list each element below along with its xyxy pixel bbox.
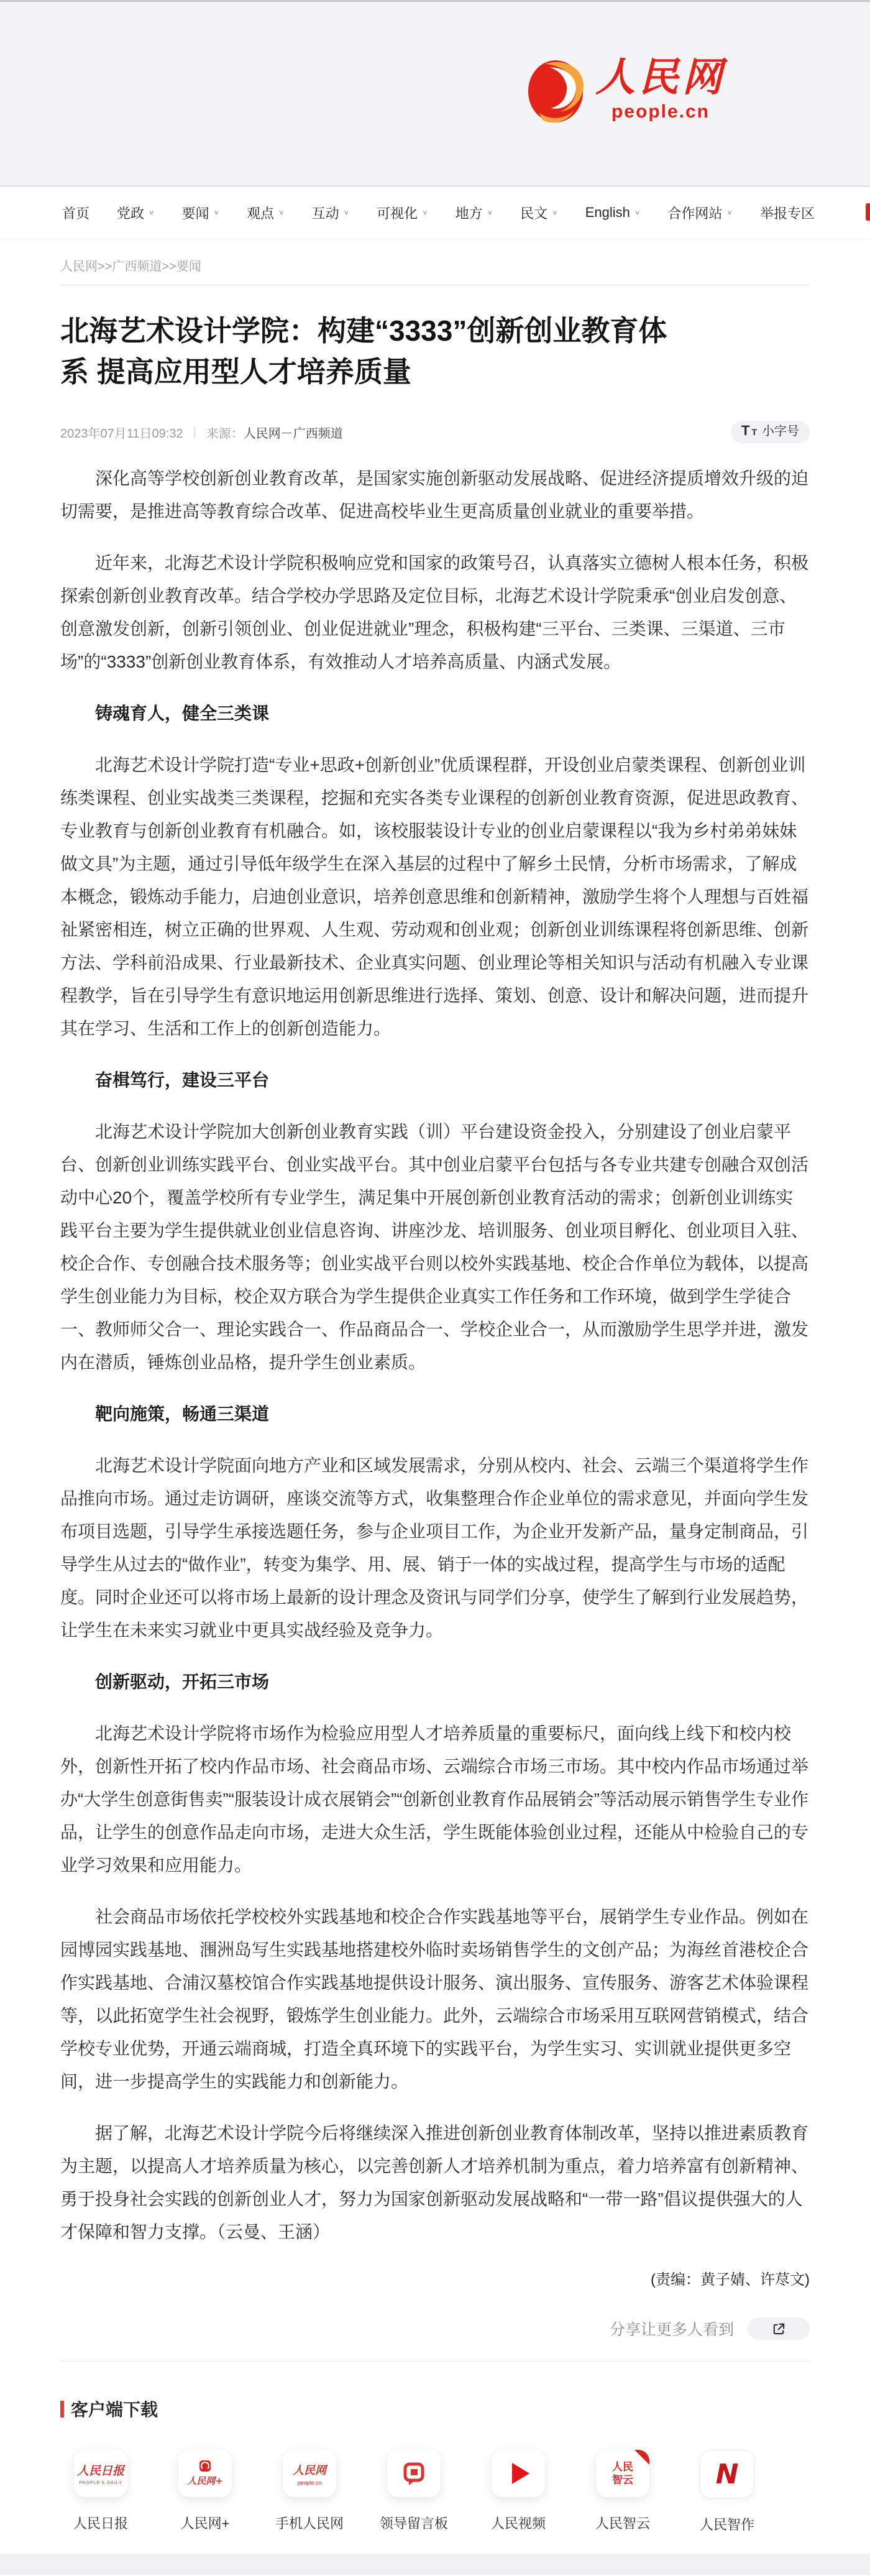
chevron-down-icon: ∨ bbox=[487, 209, 493, 216]
article-paragraph: 深化高等学校创新创业教育改革，是国家实施创新驱动发展战略、促进经济提质增效升级的迫切需要，是推进高等教育综合改革、促进高校毕业生更高质量创业就业的重要举措。 bbox=[60, 469, 809, 521]
article-paragraph: 北海艺术设计学院打造“专业+思政+创新创业”优质课程群，开设创业启蒙类课程、创新创业训练类课程、创业实战类三类课程，挖掘和充实各类专业课程的创新创业教育资源，促进思政教育、专业教育与创新创业教育有机融合。如，该校服装设计专业的创业启蒙课程以“我为乡村弟弟妹妹做文具”为主题，通过引导低年级学生在深入基层的过程中了解乡土民情，分析市场需求，了解成本概念，锻炼动手能力，启迪创业意识，培养创意思维和创新精神，激励学生将个人理想与百姓福祉紧密相连，树立正确的世界观、人生观、劳动观和创业观；创新创业训练课程将创新思维、创新方法、学科前沿成果、行业最新技术、企业真实问题、创业理论等相关知识与活动有机融入专业课程教学，旨在引导学生有意识地运用创新思维进行选择、策划、创意、设计和解决问题，进而提升其在学习、生活和工作上的创新创造能力。 bbox=[60, 755, 809, 1038]
article-paragraph: 据了解，北海艺术设计学院今后将继续深入推进创新创业教育体制改革，坚持以推进素质教育为主题，以提高人才培养质量为核心，以完善创新人才培养机制为重点，着力培养富有创新精神、勇于投身社会实践的创新创业人才，努力为国家创新驱动发展战略和“一带一路”倡议提供强大的人才保障和智力支撑。（云曼、王涵） bbox=[60, 2123, 809, 2242]
zhiyun-logo-icon: 人民智云 bbox=[596, 2450, 649, 2497]
page-footer-strip bbox=[0, 2554, 870, 2575]
paper-plane-corner-icon bbox=[634, 2450, 649, 2465]
app-leader-message-board[interactable] bbox=[380, 2450, 449, 2534]
app-people-zhiyun[interactable] bbox=[596, 2450, 649, 2534]
article-paragraph: 北海艺术设计学院面向地方产业和区域发展需求，分别从校内、社会、云端三个渠道将学生作品推向市场。通过走访调研，座谈交流等方式，收集整理合作企业单位的需求意见，并面向学生发布项目选题，引导学生承接选题任务，参与企业项目工作，为企业开发新产品，量身定制商品，引导学生从过去的“做作业”，转变为集学、用、展、销于一体的实战过程，提高学生与市场的适配度。同时企业还可以将市场上最新的设计理念及资讯与同学们分享，使学生了解到行业发展趋势，让学生在未来实习就业中更具实战经验及竞争力。 bbox=[60, 1456, 809, 1640]
font-size-large-icon: T bbox=[741, 423, 750, 438]
section-accent-bar bbox=[60, 2401, 64, 2417]
article-footer-divider bbox=[60, 2361, 810, 2362]
article-container bbox=[60, 239, 810, 2362]
font-size-label: 小字号 bbox=[762, 425, 799, 438]
article-paragraph: 北海艺术设计学院将市场作为检验应用型人才培养质量的重要标尺，面向线上线下和校内校外，创新性开拓了校内作品市场、社会商品市场、云端综合市场三市场。其中校内作品市场通过举办“大学生创意街售卖”“服装设计成衣展销会”“创新创业教育作品展销会”等活动展示销售学生专业作品，让学生的创意作品走向市场，走进大众生活，学生既能体验创业过程，还能从中检验自己的专业学习效果和应用能力。 bbox=[60, 1724, 809, 1875]
mobile-people-logo-icon: 人民网 people.cn bbox=[283, 2450, 336, 2497]
chevron-down-icon: ∨ bbox=[149, 209, 155, 216]
app-label: 手机人民网 bbox=[275, 2516, 344, 2531]
app-label: 人民智作 bbox=[700, 2517, 755, 2532]
zhizuo-n-icon: N bbox=[700, 2450, 754, 2498]
article-meta bbox=[60, 423, 731, 441]
people-plus-swirl-icon bbox=[199, 2460, 211, 2472]
meta-separator: | bbox=[193, 425, 196, 439]
chevron-down-icon: ∨ bbox=[726, 209, 733, 216]
app-people-zhizuo[interactable] bbox=[700, 2450, 754, 2534]
play-icon bbox=[492, 2450, 545, 2497]
nav-item-top-news[interactable]: 要闻 ∨ bbox=[181, 205, 220, 221]
article-body bbox=[60, 462, 810, 2248]
logo-text-cn: 人民网 bbox=[595, 54, 726, 101]
nav-item-partner-sites[interactable]: 合作网站 ∨ bbox=[667, 205, 733, 221]
nav-item-local[interactable]: 地方 ∨ bbox=[455, 205, 493, 221]
app-label: 人民日报 bbox=[73, 2516, 129, 2531]
source-label: 来源： bbox=[206, 426, 244, 441]
share-button[interactable] bbox=[748, 2317, 810, 2340]
app-people-video[interactable] bbox=[492, 2450, 545, 2534]
publish-date: 2023年07月11日09:32 bbox=[60, 426, 183, 441]
app-people-daily[interactable] bbox=[74, 2450, 127, 2534]
main-navigation bbox=[0, 186, 870, 239]
downloads-header bbox=[60, 2396, 870, 2421]
app-label: 领导留言板 bbox=[380, 2516, 449, 2531]
app-label: 人民网+ bbox=[180, 2516, 230, 2531]
chevron-down-icon: ∨ bbox=[213, 209, 220, 216]
client-downloads-section bbox=[60, 2396, 870, 2534]
people-cn-logo[interactable] bbox=[527, 55, 726, 125]
article-subheading: 铸魂育人，健全三类课 bbox=[95, 704, 270, 723]
nav-item-minority-lang[interactable]: 民文 ∨ bbox=[520, 205, 558, 221]
people-cn-globe-icon bbox=[527, 55, 587, 125]
app-grid bbox=[74, 2450, 870, 2534]
page-title-line-2: 系 提高应用型人才培养质量 bbox=[60, 356, 411, 388]
clipped-edge-element bbox=[866, 203, 870, 221]
downloads-title: 客户端下载 bbox=[71, 2400, 158, 2419]
app-people-plus[interactable] bbox=[178, 2450, 232, 2534]
chevron-down-icon: ∨ bbox=[422, 209, 428, 216]
page-title-line-1: 北海艺术设计学院：构建“3333”创新创业教育体 bbox=[60, 315, 667, 347]
article-subheading: 靶向施策，畅通三渠道 bbox=[95, 1404, 270, 1424]
article-subheading: 创新驱动，开拓三市场 bbox=[95, 1672, 270, 1691]
article-paragraph: 近年来，北海艺术设计学院积极响应党和国家的政策号召，认真落实立德树人根本任务，积极探索创新创业教育改革。结合学校办学思路及定位目标，北海艺术设计学院秉承“创业启发创意、创意激发创新，创新引领创业、创业促进就业”理念，积极构建“三平台、三类课、三渠道、三市场”的“3333”创新创业教育体系，有效推动人才培养高质量、内涵式发展。 bbox=[60, 553, 809, 671]
share-prompt-label: 分享让更多人看到 bbox=[609, 2321, 734, 2339]
logo-text-en: people.cn bbox=[611, 101, 710, 122]
people-plus-icon: 人民网+ bbox=[178, 2450, 232, 2497]
share-row bbox=[60, 2317, 810, 2340]
nav-item-english[interactable]: English ∨ bbox=[585, 205, 641, 220]
article-subheading: 奋楫笃行，建设三平台 bbox=[95, 1070, 270, 1090]
nav-item-party-gov[interactable]: 党政 ∨ bbox=[117, 205, 155, 221]
article-paragraph: 社会商品市场依托学校校外实践基地和校企合作实践基地等平台，展销学生专业作品。例如在园博园实践基地、涠洲岛写生实践基地搭建校外临时卖场销售学生的文创产品；为海丝首港校企合作实践基地、合浦汉墓校馆合作实践基地提供设计服务、演出服务、宣传服务、游客艺术体验课程等，以此拓宽学生社会视野，锻炼学生创业能力。此外，云端综合市场采用互联网营销模式，结合学校专业优势，开通云端商城，打造全真环境下的实践平台，为学生实习、实训就业提供更多空间，进一步提高学生的实践能力和创新能力。 bbox=[60, 1907, 809, 2091]
chevron-down-icon: ∨ bbox=[278, 209, 285, 216]
page-title bbox=[60, 310, 810, 392]
article-paragraph: 北海艺术设计学院加大创新创业教育实践（训）平台建设资金投入，分别建设了创业启蒙平台、创新创业训练实践平台、创业实战平台。其中创业启蒙平台包括与各专业共建专创融合双创活动中心20个，覆盖学校所有专业学生，满足集中开展创新创业教育活动的需求；创新创业训练实践平台主要为学生提供就业创业信息咨询、讲座沙龙、培训服务、创业项目孵化、创业项目入驻、校企合作、专创融合技术服务等；创业实战平台则以校外实践基地、校企合作单位为载体，以提高学生创业能力为目标，校企双方联合为学生提供企业真实工作任务和工作环境，做到学生学徒合一、教师师父合一、理论实践合一、作品商品合一、学校企业合一，从而激励学生思学并进，激发内在潜质，锤炼创业品格，提升学生创业素质。 bbox=[60, 1122, 809, 1372]
message-board-icon bbox=[387, 2450, 441, 2497]
font-size-small-icon: T bbox=[751, 427, 757, 437]
app-mobile-people[interactable] bbox=[275, 2450, 344, 2534]
source-link[interactable]: 人民网－广西频道 bbox=[243, 426, 343, 441]
site-header bbox=[0, 2, 870, 186]
chevron-down-icon: ∨ bbox=[634, 209, 641, 216]
chevron-down-icon: ∨ bbox=[552, 209, 558, 216]
nav-item-opinions[interactable]: 观点 ∨ bbox=[247, 205, 285, 221]
share-arrow-icon bbox=[772, 2322, 786, 2336]
app-label: 人民视频 bbox=[491, 2516, 546, 2531]
article-meta-row bbox=[60, 421, 810, 443]
breadcrumb[interactable]: 人民网>>广西频道>>要闻 bbox=[60, 260, 201, 274]
editor-credit: (责编：黄子婧、许荩文) bbox=[651, 2271, 810, 2288]
chevron-down-icon: ∨ bbox=[343, 209, 350, 216]
nav-item-report-zone[interactable]: 举报专区 bbox=[759, 205, 815, 221]
nav-item-visualization[interactable]: 可视化 ∨ bbox=[377, 205, 428, 221]
nav-item-home[interactable]: 首页 bbox=[62, 205, 90, 221]
app-label: 人民智云 bbox=[595, 2516, 651, 2531]
people-daily-masthead-icon: 人民日报 PEOPLE'S DAILY bbox=[74, 2450, 127, 2497]
nav-item-interaction[interactable]: 互动 ∨ bbox=[311, 205, 350, 221]
font-size-control[interactable] bbox=[731, 421, 810, 443]
